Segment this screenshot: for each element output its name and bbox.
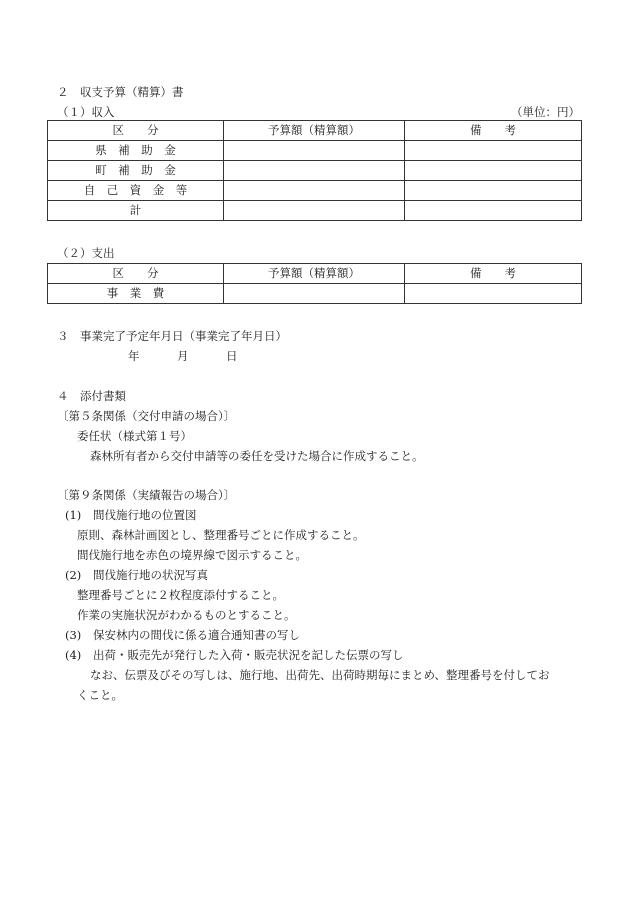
unit-label: （単位：円）: [511, 105, 580, 119]
header-category: 区 分: [48, 264, 224, 284]
date-year: 年: [128, 349, 140, 363]
table-row: [48, 141, 582, 161]
art5-item: 委任状（様式第１号）: [77, 429, 192, 443]
item-number: (2): [65, 568, 82, 582]
date-month: 月: [177, 349, 189, 363]
section4-heading: ４ 添付書類: [57, 389, 126, 403]
row-amount: [224, 284, 405, 304]
item-text: 保安林内の間伐に係る適合通知書の写し: [93, 628, 300, 642]
date-day: 日: [226, 349, 238, 363]
row-note: [405, 201, 582, 221]
row-amount: [224, 141, 405, 161]
income-label: （１）収入: [57, 105, 115, 119]
row-amount: [224, 201, 405, 221]
header-budget: 予算額（精算額）: [224, 264, 405, 284]
section2-heading: ２ 収支予算（精算）書: [57, 85, 184, 99]
row-amount: [224, 181, 405, 201]
item-text: 間伐施行地の位置図: [93, 508, 197, 522]
item-number: (3): [65, 628, 82, 642]
item-number: (4): [65, 648, 82, 662]
table-row: [48, 181, 582, 201]
item-note: 整理番号ごとに２枚程度添付すること。: [77, 588, 284, 602]
header-remarks: 備 考: [405, 121, 582, 141]
row-label: 町 補 助 金: [48, 161, 224, 181]
expense-table: [47, 263, 582, 304]
art5-title: 〔第５条関係（交付申請の場合）〕: [57, 409, 236, 423]
table-row: [48, 161, 582, 181]
row-label: 自 己 資 金 等: [48, 181, 224, 201]
item-text: 出荷・販売先が発行した入荷・販売状況を記した伝票の写し: [93, 648, 404, 662]
item-note: くこと。: [77, 688, 123, 702]
header-remarks: 備 考: [405, 264, 582, 284]
row-note: [405, 284, 582, 304]
item-number: (1): [65, 508, 82, 522]
header-category: 区 分: [48, 121, 224, 141]
art5-note: 森林所有者から交付申請等の委任を受けた場合に作成すること。: [90, 449, 424, 463]
row-label: 計: [48, 201, 224, 221]
table-header-row: [48, 121, 582, 141]
section3-heading: ３ 事業完了予定年月日（事業完了年月日）: [57, 329, 287, 343]
row-note: [405, 181, 582, 201]
table-header-row: [48, 264, 582, 284]
row-note: [405, 141, 582, 161]
row-label: 県 補 助 金: [48, 141, 224, 161]
item-note: 作業の実施状況がわかるものとすること。: [77, 608, 296, 622]
row-label: 事 業 費: [48, 284, 224, 304]
row-amount: [224, 161, 405, 181]
item-note: なお、伝票及びその写しは、施行地、出荷先、出荷時期毎にまとめ、整理番号を付してお: [90, 668, 550, 682]
item-note: 原則、森林計画図とし、整理番号ごとに作成すること。: [77, 528, 365, 542]
header-budget: 予算額（精算額）: [224, 121, 405, 141]
table-row: [48, 201, 582, 221]
table-row: [48, 284, 582, 304]
art9-title: 〔第９条関係（実績報告の場合）〕: [57, 488, 236, 502]
row-note: [405, 161, 582, 181]
item-text: 間伐施行地の状況写真: [93, 568, 208, 582]
income-table: [47, 120, 582, 221]
item-note: 間伐施行地を赤色の境界線で図示すること。: [77, 548, 307, 562]
expense-label: （２）支出: [57, 246, 115, 260]
